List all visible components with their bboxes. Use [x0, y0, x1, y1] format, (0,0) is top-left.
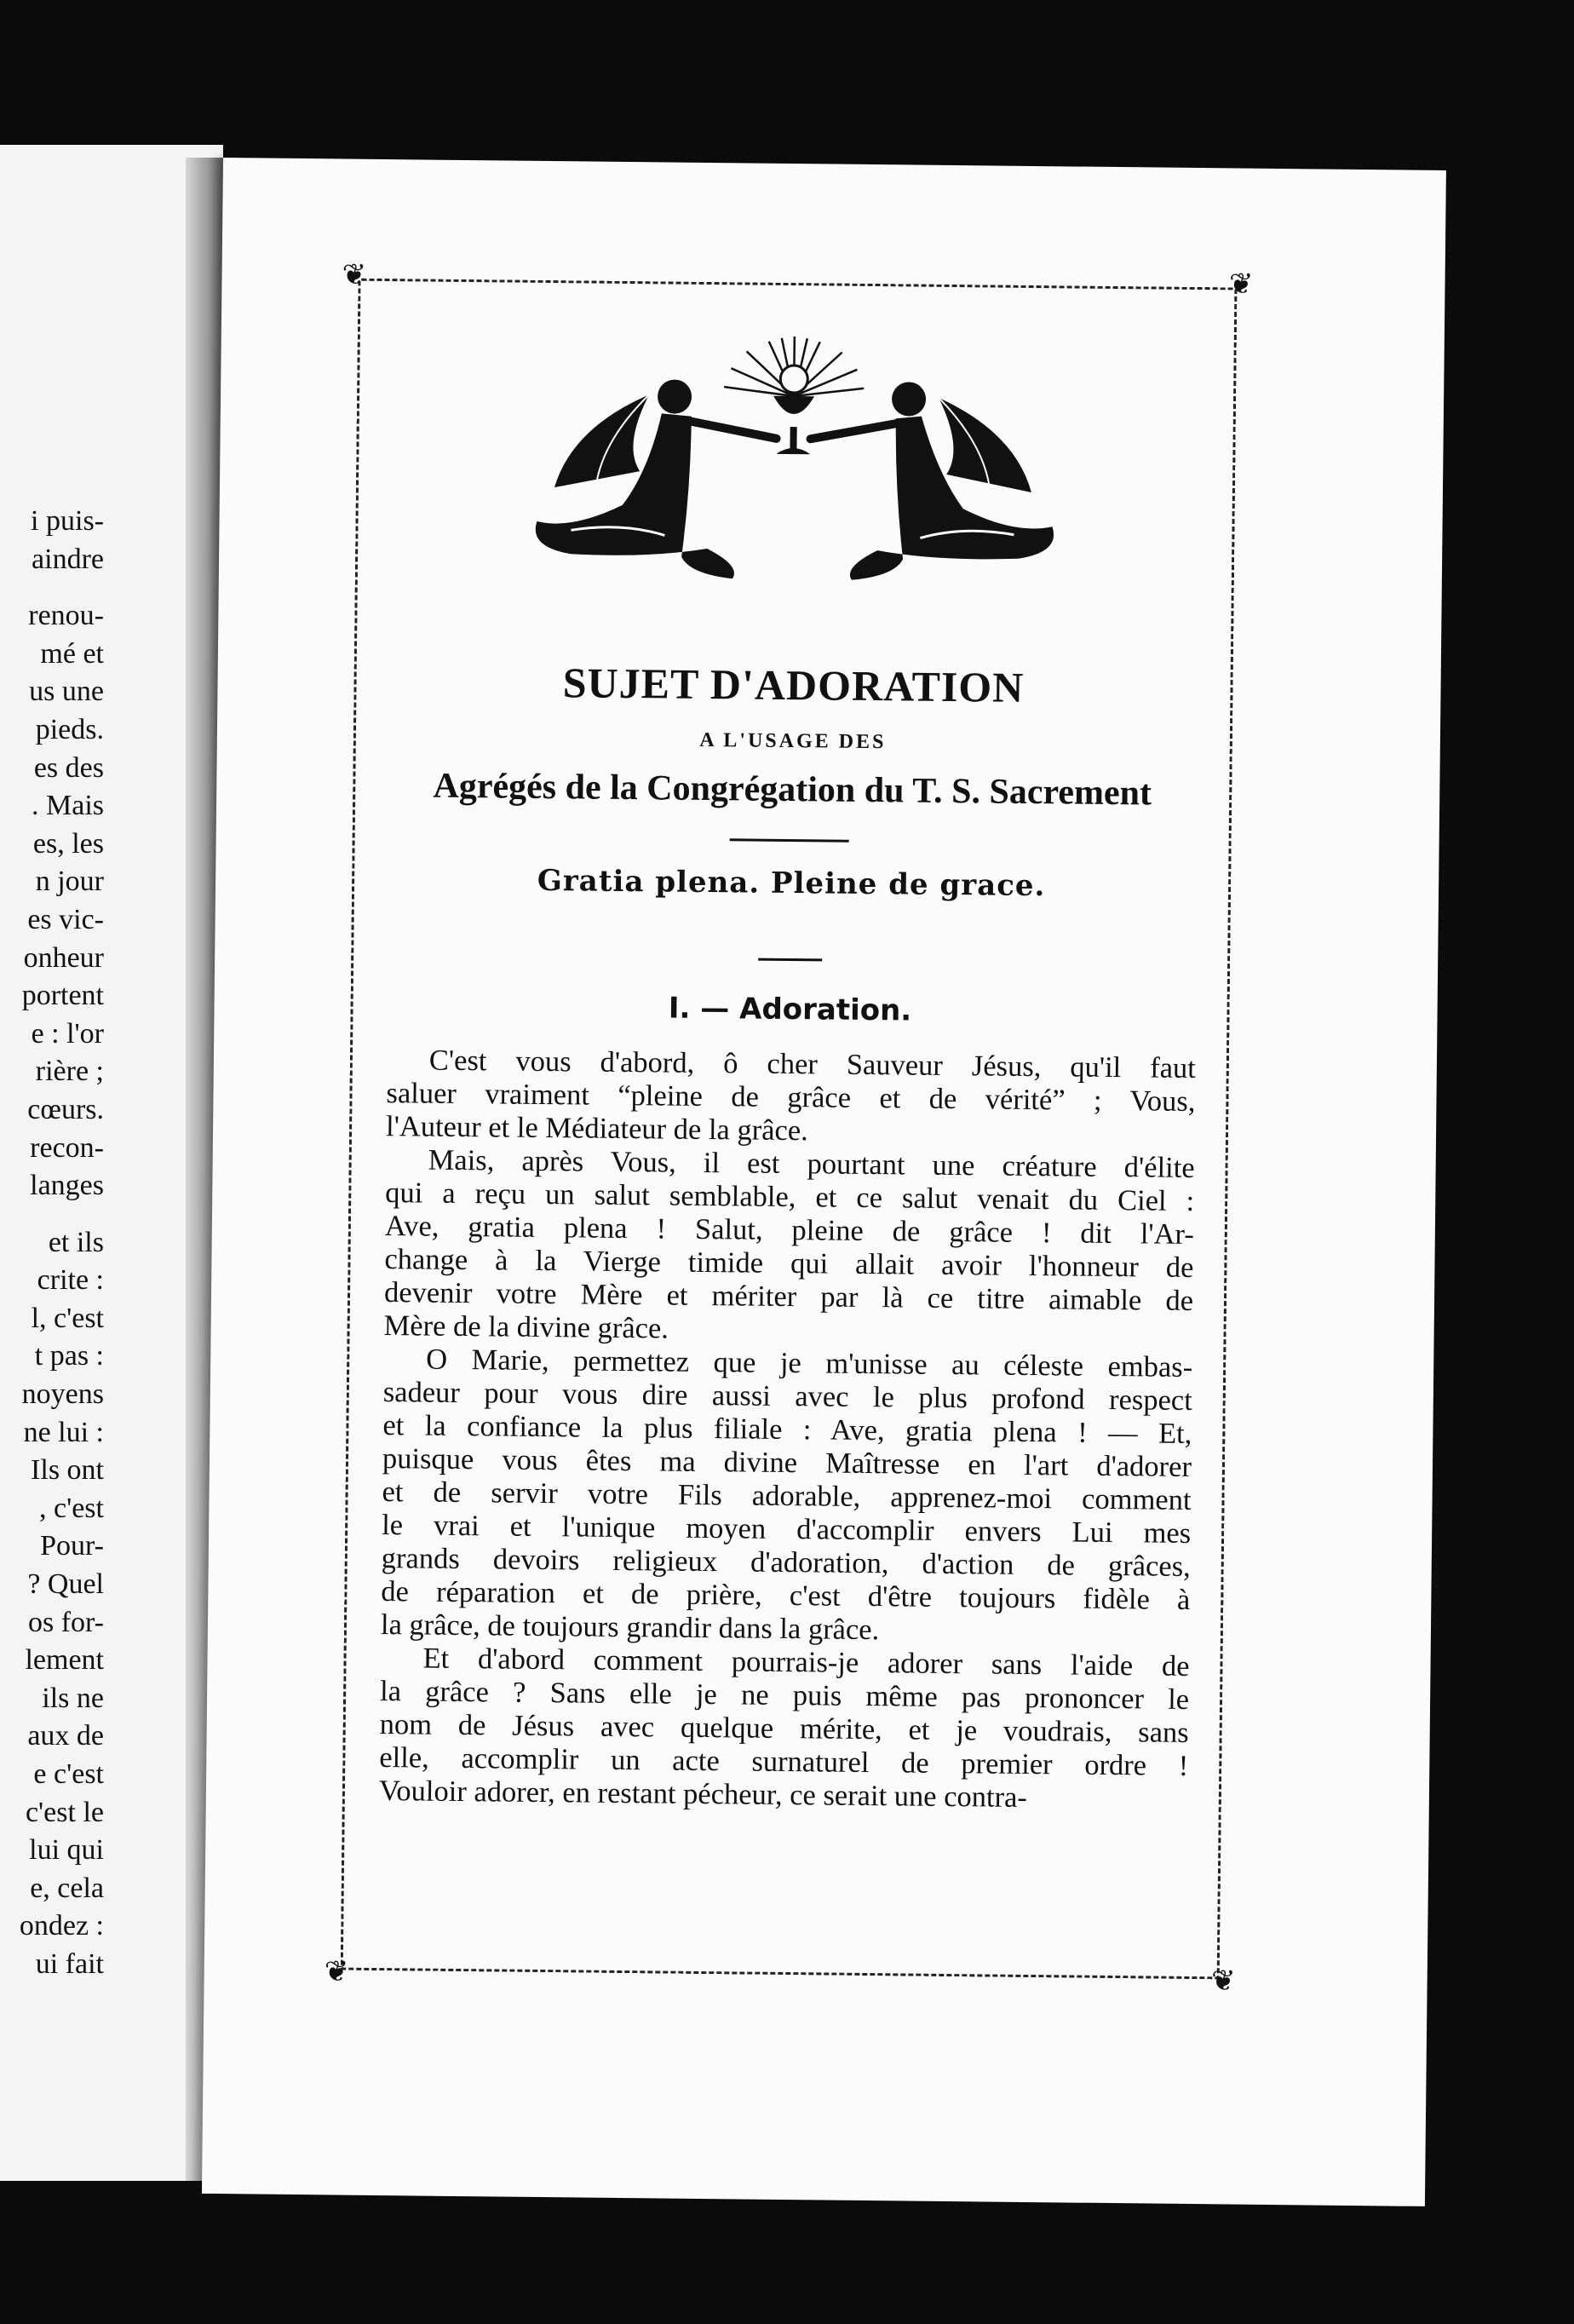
text-line: O Marie, permettez que je m'unisse au céleste embas-: [426, 1343, 1193, 1383]
text-line: Ave, gratia plena ! Salut, pleine de grâce ! dit l'Ar-: [384, 1210, 1195, 1251]
page-subtitle: A L'USAGE DES: [699, 728, 887, 754]
paragraph: [381, 1343, 1193, 1650]
left-page-line: e, cela: [30, 1872, 104, 1904]
divider: [730, 838, 849, 842]
left-page-line: lui qui: [29, 1834, 104, 1867]
text-line: Mère de la divine grâce.: [383, 1309, 669, 1345]
left-page-line: onheur: [23, 941, 104, 974]
corner-ornament-icon: ❦: [1228, 267, 1254, 302]
left-page-line: aindre: [32, 543, 104, 575]
left-page-line: us une: [29, 676, 104, 708]
left-page-line: Ils ont: [31, 1454, 104, 1487]
left-page-line: lement: [25, 1644, 104, 1677]
left-page-line: ils ne: [42, 1682, 104, 1714]
text-line: nom de Jésus avec quelque mérite, et je voudrais, sans: [379, 1708, 1189, 1749]
text-line: et de servir votre Fils adorable, apprenez-moi comment: [382, 1476, 1192, 1516]
text-line: le vrai et l'unique moyen d'accomplir envers Lui mes: [382, 1509, 1192, 1550]
text-line: devenir votre Mère et mériter par là ce titre aimable de: [383, 1276, 1194, 1317]
text-line: Vouloir adorer, en restant pécheur, ce serait une contra-: [378, 1775, 1028, 1814]
corner-ornament-icon: ❦: [324, 1954, 349, 1989]
text-line: la grâce ? Sans elle je ne puis même pas prononcer le: [379, 1675, 1190, 1716]
left-page-line: es, les: [32, 827, 104, 860]
text-line: elle, accomplir un acte surnaturel de premier ordre !: [379, 1741, 1189, 1782]
left-page-line: portent: [21, 980, 104, 1012]
angels-chalice-vignette: [520, 334, 1067, 587]
left-page-line: es vic-: [27, 903, 104, 935]
text-line: grands devoirs religieux d'adoration, d'action de grâces,: [381, 1542, 1191, 1583]
left-page-line: Pour-: [40, 1530, 104, 1562]
left-page-line: ne lui :: [23, 1416, 104, 1448]
left-page-line: l, c'est: [31, 1302, 104, 1334]
text-line: saluer vraiment “pleine de grâce et de vérité” ; Vous,: [386, 1077, 1196, 1119]
section-heading: I. — Adoration.: [668, 991, 912, 1028]
motto: Gratia plena. Pleine de grace.: [537, 863, 1046, 904]
left-page-line: et ils: [48, 1226, 104, 1258]
paragraph: [379, 1642, 1190, 1816]
left-page-line: os for-: [27, 1606, 104, 1638]
left-page-line: aux de: [27, 1720, 104, 1752]
left-page-line: cœurs.: [27, 1093, 104, 1125]
left-page-line: es des: [33, 751, 104, 784]
left-page-line: pieds.: [35, 713, 104, 745]
text-line: de réparation et de prière, c'est d'être toujours fidèle à: [381, 1575, 1191, 1616]
decorative-frame: [324, 257, 1254, 1999]
left-page-line: . Mais: [32, 790, 104, 822]
left-page-line: e : l'or: [31, 1017, 104, 1050]
left-page-line: c'est le: [25, 1796, 104, 1828]
left-page-line: [0, 578, 104, 597]
text-line: la grâce, de toujours grandir dans la grâce.: [380, 1608, 880, 1647]
left-page-line: renou-: [28, 600, 104, 632]
left-page-line: , c'est: [39, 1492, 104, 1524]
text-line: Et d'abord comment pourrais-je adorer sans l'aide de: [422, 1642, 1190, 1683]
left-page-line: noyens: [21, 1378, 104, 1411]
right-page: [202, 158, 1446, 2206]
text-line: change à la Vierge timide qui allait avoir l'honneur de: [384, 1243, 1194, 1285]
text-line: Mais, après Vous, il est pourtant une créature d'élite: [428, 1143, 1195, 1185]
left-page-line: langes: [30, 1170, 104, 1202]
left-page-line: rière ;: [35, 1056, 104, 1088]
left-page-line: i puis-: [31, 505, 104, 537]
paragraph: [386, 1044, 1196, 1152]
corner-ornament-icon: ❦: [342, 257, 367, 292]
left-page-text: [0, 503, 104, 1984]
text-line: et la confiance la plus filiale : Ave, gratia plena ! — Et,: [382, 1409, 1192, 1450]
left-page-line: ui fait: [35, 1947, 104, 1980]
left-page-line: crite :: [37, 1264, 104, 1297]
left-page-line: [0, 1205, 104, 1224]
divider: [758, 958, 822, 962]
text-line: l'Auteur et le Médiateur de la grâce.: [385, 1110, 808, 1148]
page-title: SUJET D'ADORATION: [562, 659, 1025, 711]
text-line: puisque vous êtes ma divine Maîtresse en l'art d'adorer: [382, 1442, 1192, 1483]
text-line: C'est vous d'abord, ô cher Sauveur Jésus, qu'il faut: [428, 1044, 1197, 1085]
left-page-line: e c'est: [33, 1758, 104, 1790]
left-page-line: n jour: [35, 866, 104, 898]
text-line: qui a reçu un salut semblable, et ce salut venait du Ciel :: [385, 1176, 1195, 1218]
text-line: sadeur pour vous dire aussi avec le plus profond respect: [382, 1376, 1192, 1417]
body-text: [379, 1044, 1196, 1816]
left-page-line: recon-: [30, 1131, 104, 1164]
left-page-line: mé et: [40, 637, 104, 670]
left-page-line: t pas :: [34, 1340, 104, 1372]
paragraph: [383, 1143, 1194, 1351]
corner-ornament-icon: ❦: [1210, 1964, 1236, 1999]
left-page-line: ondez :: [19, 1910, 104, 1942]
congregation-heading: Agrégés de la Congrégation du T. S. Sacrement: [433, 766, 1152, 814]
left-page-line: ? Quel: [27, 1568, 104, 1601]
